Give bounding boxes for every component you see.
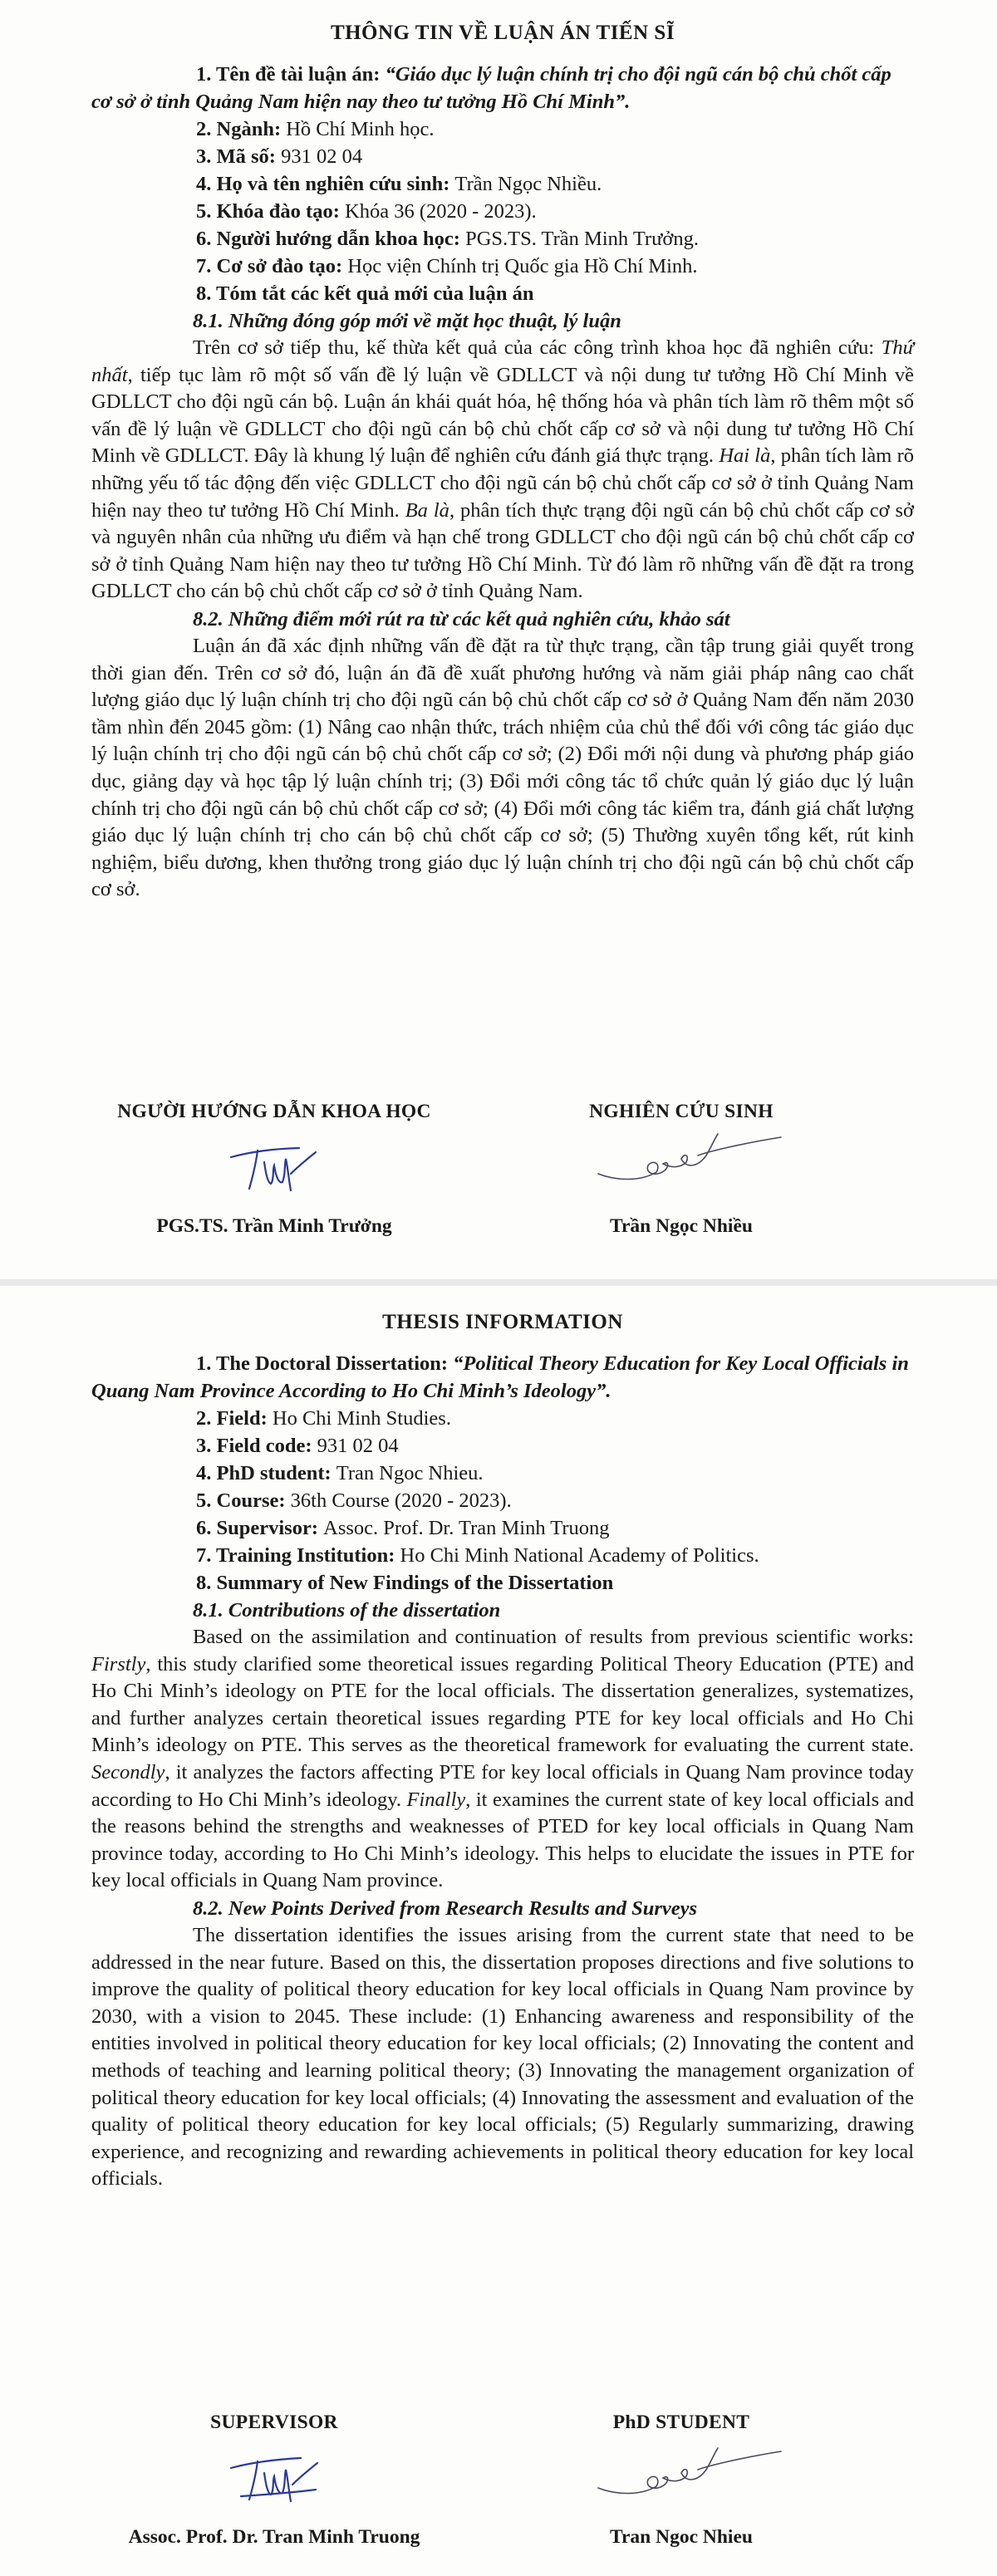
student-signature bbox=[582, 2445, 789, 2511]
supervisor-line bbox=[91, 225, 914, 253]
item-label: 5. Course: bbox=[196, 1489, 291, 1512]
dissertation-title: “Giáo dục lý luận chính trị cho đội ngũ cán bộ chủ chốt cấp cơ sở ở tỉnh Quảng Nam hiện nay theo tư tưởng Hồ Chí Minh”. bbox=[91, 63, 891, 113]
field-line bbox=[91, 115, 914, 143]
field-value: Ho Chi Minh Studies. bbox=[272, 1407, 451, 1430]
subsection-heading: 8.2. Những điểm mới rút ra từ các kết quả nghiên cứu, khảo sát bbox=[193, 607, 730, 631]
course-value: Khóa 36 (2020 - 2023). bbox=[345, 200, 537, 223]
item-label: 6. Supervisor: bbox=[196, 1517, 324, 1539]
item-label: 5. Khóa đào tạo: bbox=[196, 200, 346, 223]
code-value: 931 02 04 bbox=[317, 1435, 399, 1457]
signature-block bbox=[91, 1101, 914, 1250]
item-label: 3. Mã số: bbox=[196, 145, 282, 168]
findings-paragraph: Luận án đã xác định những vấn đề đặt ra từ thực trạng, cần tập trung giải quyết trong thời gian đến. Trên cơ sở đó, luận án đã đề xuất phương hướng và năm giải pháp nâng cao chất lượng giáo dục lý luận chính trị cho đội ngũ cán bộ chủ chốt cấp cơ sở ở Quảng Nam đến năm 2030 tầm nhìn đến 2045 gồm: (1) Nâng cao nhận thức, trách nhiệm của chủ thể đối với công tác giáo dục lý luận chính trị cho đội ngũ cán bộ chủ chốt cấp cơ sở; (2) Đổi mới nội dung và phương pháp giáo dục, giảng dạy và học tập lý luận chính trị; (3) Đổi mới công tác tổ chức quản lý giáo dục lý luận chính trị cho đội ngũ cán bộ chủ chốt cấp cơ sở; (4) Đổi mới công tác kiểm tra, đánh giá chất lượng giáo dục lý luận chính trị cho cán bộ chủ chốt cấp cơ sở; (5) Thường xuyên tổng kết, rút kinh nghiệm, biểu dương, khen thưởng trong giáo dục lý luận chính trị cho đội ngũ cán bộ chủ chốt cấp cơ sở. bbox=[91, 634, 914, 901]
signer-role: PhD STUDENT bbox=[612, 2412, 750, 2433]
institution-value: Ho Chi Minh National Academy of Politics. bbox=[400, 1544, 759, 1567]
dissertation-title: “Political Theory Education for Key Local Officials in Quang Nam Province According to Ho Chi Minh’s Ideology”. bbox=[91, 1352, 909, 1402]
english-page bbox=[0, 1286, 997, 2576]
summary-heading bbox=[91, 280, 914, 307]
item-label: 4. Họ và tên nghiên cứu sinh: bbox=[196, 173, 455, 195]
signer-name: Tran Ngoc Nhieu bbox=[610, 2526, 753, 2548]
summary-heading-text: 8. Summary of New Findings of the Dissertation bbox=[196, 1572, 614, 1594]
supervisor-value: Assoc. Prof. Dr. Tran Minh Truong bbox=[323, 1517, 610, 1539]
student-line bbox=[91, 1460, 914, 1487]
summary-heading bbox=[91, 1569, 914, 1597]
signer-name: PGS.TS. Trần Minh Trưởng bbox=[156, 1215, 392, 1237]
supervisor-value: PGS.TS. Trần Minh Trưởng. bbox=[465, 228, 699, 250]
dissertation-title-line bbox=[91, 61, 914, 115]
student-value: Tran Ngoc Nhieu. bbox=[336, 1462, 484, 1484]
item-label: 4. PhD student: bbox=[196, 1462, 336, 1484]
para-emphasis: Thứ nhất bbox=[91, 336, 914, 386]
findings-paragraph: The dissertation identifies the issues arising from the current state that need to be addressed in the near future. Based on this, the dissertation proposes directions and five solutions to improve the quality of political theory education for key local officials in Quang Nam province by 2030, with a vision to 2045. These include: (1) Enhancing awareness and responsibility of the entities involved in political theory education for key local officials; (2) Innovating the content and methods of teaching and learning political theory; (3) Innovating the management organization of political theory education for key local officials; (4) Innovating the assessment and evaluation of the quality of political theory education for key local officials; (5) Regularly summarizing, drawing experience, and recognizing and rewarding achievements in political theory education for key local officials. bbox=[91, 1923, 914, 2191]
para-emphasis: Finally bbox=[406, 1788, 466, 1811]
subsection-heading: 8.1. Những đóng góp mới về mặt học thuật, lý luận bbox=[193, 310, 621, 332]
para-text: , tiếp tục làm rõ một số vấn đề lý luận về GDLLCT và nội dung tư tưởng Hồ Chí Minh về GDLLCT cho đội ngũ cán bộ. Luận án khái quát hóa, hệ thống hóa và phân tích làm rõ thêm một số vấn đề lý luận về GDLLCT cho đội ngũ cán bộ chủ chốt cấp cơ sở và nội dung tư tưởng Hồ Chí Minh về GDLLCT. Đây là khung lý luận để nghiên cứu đánh giá thực trạng. bbox=[91, 363, 914, 468]
contributions-paragraph bbox=[91, 1624, 914, 1895]
para-emphasis: Hai là bbox=[719, 444, 771, 468]
signer-role: SUPERVISOR bbox=[210, 2412, 338, 2433]
vietnamese-page bbox=[0, 0, 997, 1279]
student-signature-column bbox=[557, 1101, 806, 1237]
para-text: , it analyzes the factors affecting PTE for key local officials in Quang Nam province today according to Ho Chi Minh’s ideology. bbox=[91, 1760, 914, 1811]
summary-heading-text: 8. Tóm tắt các kết quả mới của luận án bbox=[196, 282, 534, 305]
code-line bbox=[91, 1432, 914, 1460]
signer-name: Assoc. Prof. Dr. Tran Minh Truong bbox=[128, 2526, 420, 2548]
para-text: Based on the assimilation and continuation of results from previous scientific works: bbox=[193, 1626, 914, 1648]
course-value: 36th Course (2020 - 2023). bbox=[290, 1489, 512, 1512]
student-value: Trần Ngọc Nhiều. bbox=[454, 173, 602, 195]
item-label: 1. The Doctoral Dissertation: bbox=[196, 1352, 454, 1375]
para-text: , it examines the current state of key local officials and the reasons behind the strengths and weaknesses of PTED for key local officials in Quang Nam province today, according to Ho Chi Minh’s ideology. This helps to elucidate the issues in PTE for key local officials in Quang Nam province. bbox=[91, 1788, 914, 1892]
signer-role: NGƯỜI HƯỚNG DẪN KHOA HỌC bbox=[117, 1101, 431, 1122]
para-text: , phân tích thực trạng đội ngũ cán bộ chủ chốt cấp cơ sở và nguyên nhân của những ưu điểm và hạn chế trong GDLLCT cho đội ngũ cán bộ chủ chốt cấp cơ sở ở tỉnh Quảng Nam hiện nay theo tư tưởng Hồ Chí Minh. Từ đó làm rõ những vấn đề đặt ra trong GDLLCT cho cán bộ chủ chốt cấp cơ sở ở tỉnh Quảng Nam. bbox=[91, 498, 915, 603]
signer-role: NGHIÊN CỨU SINH bbox=[589, 1101, 774, 1122]
field-value: Hồ Chí Minh học. bbox=[286, 118, 435, 140]
student-signature bbox=[582, 1131, 789, 1197]
supervisor-signature-column bbox=[91, 1101, 457, 1237]
course-line bbox=[91, 198, 914, 225]
page-title: THÔNG TIN VỀ LUẬN ÁN TIẾN SĨ bbox=[330, 22, 675, 44]
item-label: 6. Người hướng dẫn khoa học: bbox=[196, 228, 466, 250]
item-label: 1. Tên đề tài luận án: bbox=[196, 63, 386, 86]
supervisor-signature-column bbox=[91, 2412, 457, 2548]
para-emphasis: Firstly bbox=[91, 1652, 146, 1676]
dissertation-title-line bbox=[91, 1351, 914, 1405]
item-label: 7. Training Institution: bbox=[196, 1544, 400, 1567]
code-value: 931 02 04 bbox=[281, 145, 363, 168]
page-title: THESIS INFORMATION bbox=[382, 1311, 623, 1333]
signature-block bbox=[91, 2412, 914, 2561]
code-line bbox=[91, 143, 914, 170]
subsection-heading: 8.2. New Points Derived from Research Results and Surveys bbox=[193, 1896, 698, 1920]
institution-line bbox=[91, 253, 914, 280]
supervisor-signature bbox=[224, 1141, 324, 1199]
student-line bbox=[91, 170, 914, 198]
course-line bbox=[91, 1487, 914, 1514]
item-label: 7. Cơ sở đào tạo: bbox=[196, 255, 348, 277]
contributions-paragraph bbox=[91, 335, 914, 606]
field-line bbox=[91, 1405, 914, 1432]
para-text: , this study clarified some theoretical issues regarding Political Theory Education (PTE) and Ho Chi Minh’s ideology on PTE for the local officials. The dissertation generalizes, systematizes, and further analyzes certain theoretical issues regarding PTE for key local officials and Ho Chi Minh’s ideology on PTE. This serves as the theoretical framework for evaluating the current state. bbox=[91, 1652, 914, 1757]
item-label: 3. Field code: bbox=[196, 1435, 317, 1457]
supervisor-signature bbox=[224, 2450, 324, 2508]
para-text: , phân tích làm rõ những yếu tố tác động đến việc GDLLCT cho đội ngũ cán bộ chủ chốt cấp cơ sở ở tỉnh Quảng Nam hiện nay theo tư tưởng Hồ Chí Minh. bbox=[91, 444, 915, 522]
supervisor-line bbox=[91, 1514, 914, 1542]
institution-line bbox=[91, 1542, 914, 1569]
signer-name: Trần Ngọc Nhiều bbox=[610, 1215, 753, 1237]
institution-value: Học viện Chính trị Quốc gia Hồ Chí Minh. bbox=[347, 255, 698, 277]
item-label: 2. Ngành: bbox=[196, 118, 287, 140]
para-emphasis: Ba là bbox=[405, 498, 449, 522]
student-signature-column bbox=[557, 2412, 806, 2548]
para-emphasis: Secondly bbox=[91, 1760, 165, 1784]
item-label: 2. Field: bbox=[196, 1407, 273, 1430]
subsection-heading: 8.1. Contributions of the dissertation bbox=[193, 1599, 501, 1622]
para-text: Trên cơ sở tiếp thu, kế thừa kết quả của các công trình khoa học đã nghiên cứu: bbox=[193, 336, 882, 359]
